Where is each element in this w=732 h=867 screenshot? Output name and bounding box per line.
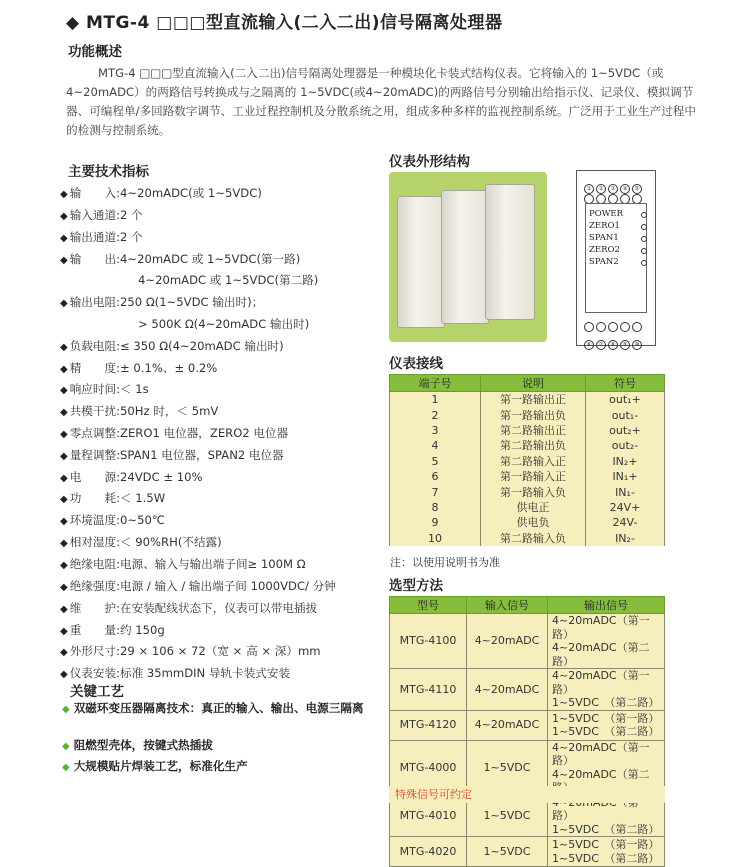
table-cell: 供电负 [481,515,586,530]
spec-value: ＜ 90%RH(不结露) [120,535,222,549]
diamond-icon: ◆ [60,451,68,462]
overview-heading: 功能概述 [68,44,122,60]
table-cell: 7 [390,484,481,499]
wiring-table [389,374,665,546]
table-row [390,423,665,438]
table-row [390,392,665,408]
table-row [390,454,665,469]
spec-value: 2 个 [120,208,143,222]
table-cell: 第一路输入正 [481,469,586,484]
table-cell: out₂+ [586,423,665,438]
table-cell: 10 [390,531,481,546]
spec-item [138,316,309,332]
table-cell: out₁+ [586,392,665,408]
selection-heading: 选型方法 [389,578,443,594]
spec-label: 输出电阻: [69,295,120,309]
spec-item [60,381,149,397]
spec-item [60,185,262,201]
table-cell: 6 [390,469,481,484]
spec-value: ZERO1 电位器，ZERO2 电位器 [120,426,289,440]
table-cell: 24V- [586,515,665,530]
diamond-icon: ◆ [60,473,68,484]
spec-label: 绝缘强度: [69,579,120,593]
spec-item [60,622,165,638]
output-cell [548,614,665,669]
spec-label: 维 护: [69,601,120,615]
column-header: 输出信号 [548,597,665,614]
output-line: 1~5VDC （第二路） [552,822,660,836]
product-photo [389,172,547,342]
key-process-heading: 关键工艺 [70,684,124,700]
indicator-dot [641,260,647,266]
key-process-text: 大规模贴片焊装工艺，标准化生产 [73,759,248,773]
spec-label: 输 出: [69,252,120,266]
indicator-dot [641,212,647,218]
diagram-label: SPAN1 [589,233,619,243]
green-diamond-icon: ◆ [62,704,70,715]
specs-heading: 主要技术指标 [68,164,149,180]
terminal-number: ⑤ [632,184,642,194]
table-cell: IN₂+ [586,454,665,469]
table-cell: 第二路输入正 [481,454,586,469]
input-cell: 4~20mADC [467,614,548,669]
diamond-icon: ◆ [60,560,68,571]
spec-label: 仪表安装: [69,666,120,680]
table-cell: 第一路输出负 [481,407,586,422]
module-image [485,184,535,320]
terminal-number: ④ [620,184,630,194]
input-cell: 1~5VDC [467,837,548,867]
diamond-icon: ◆ [60,647,68,658]
terminal-number: ⑨ [620,340,630,350]
spec-item [60,665,290,681]
spec-label: 输 入: [69,186,120,200]
diagram-label: ZERO2 [589,245,620,255]
diamond-icon: ◆ [60,189,68,200]
spec-item [60,512,165,528]
spec-value: 29 × 106 × 72（宽 × 高 × 深）mm [120,644,321,658]
page-title: ◆ MTG-4 □□□型直流输入(二入二出)信号隔离处理器 [66,13,503,33]
output-line: 4~20mADC（第二 [552,767,650,781]
spec-label: 零点调整: [69,426,120,440]
spec-item [60,490,165,506]
table-cell: 2 [390,407,481,422]
diamond-icon: ◆ [60,342,68,353]
output-cell [548,710,665,740]
output-line: 1~5VDC （第二路） [552,725,660,738]
spec-label: 负载电阻: [69,339,120,353]
spec-value: 4~20mADC(或 1~5VDC) [120,186,262,200]
spec-label: 响应时间: [69,382,120,396]
selection-table [389,596,665,867]
column-header: 符号 [586,375,665,392]
table-cell: 第二路输入负 [481,531,586,546]
spec-value: 电源、输入与输出端子间≥ 100M Ω [120,557,306,571]
table-row [390,710,665,740]
table-row [390,469,665,484]
indicator-dot [641,236,647,242]
output-line: 4~20mADC（第二路） [552,641,650,668]
column-header: 端子号 [390,375,481,392]
spec-value: 2 个 [120,230,143,244]
structure-heading: 仪表外形结构 [389,154,470,170]
diamond-icon: ◆ [60,626,68,637]
model-cell: MTG-4120 [390,710,467,740]
spec-item [60,251,300,267]
diamond-icon: ◆ [60,385,68,396]
spec-label: 输入通道: [69,208,120,222]
table-cell: 9 [390,515,481,530]
spec-label: 功 耗: [69,491,120,505]
spec-label: 环境温度: [69,513,120,527]
spec-value: 0~50℃ [120,513,165,527]
spec-item [60,294,263,310]
terminal-number: ⑥ [584,340,594,350]
table-cell: 5 [390,454,481,469]
diagram-label: SPAN2 [589,257,619,267]
spec-item [138,272,318,288]
spec-item [60,207,143,223]
page-title-text: MTG-4 □□□型直流输入(二入二出)信号隔离处理器 [86,13,503,33]
table-cell: 8 [390,500,481,515]
output-line: 4~20mADC（第一路） [552,614,650,641]
spec-value: ± 0.1%、± 0.2% [120,361,218,375]
key-process-item [62,758,248,774]
spec-label: 电 源: [69,470,120,484]
diamond-icon: ◆ [60,298,68,309]
terminal-number: ② [596,184,606,194]
spec-label: 输出通道: [69,230,120,244]
spec-value: 在安装配线状态下，仪表可以带电插拔 [120,601,318,615]
table-cell: IN₁- [586,484,665,499]
output-line: 4~20mADC（第一路） [552,740,650,767]
output-line: 1~5VDC （第二路） [552,851,660,865]
spec-value: 电源 / 输入 / 输出端子间 1000VDC/ 分钟 [120,579,336,593]
column-header: 型号 [390,597,467,614]
spec-item [60,578,336,594]
diagram-label: ZERO1 [589,221,620,231]
table-cell: 第一路输入负 [481,484,586,499]
terminal-number: ⑧ [608,340,618,350]
table-row [390,407,665,422]
spec-value: 4~20mADC 或 1~5VDC(第二路) [138,273,319,287]
wiring-note: 注：以使用说明书为准 [390,556,500,569]
diamond-icon: ◆ [60,669,68,680]
key-process-item [62,700,364,716]
spec-value: 标准 35mmDIN 导轨卡装式安装 [120,666,291,680]
input-cell: 4~20mADC [467,710,548,740]
spec-item [60,447,284,463]
bottom-terminals [583,331,643,350]
spec-value: 约 150g [120,623,165,637]
model-cell: MTG-4010 [390,795,467,837]
model-cell: MTG-4100 [390,614,467,669]
spec-label: 外形尺寸: [69,644,120,658]
spec-value: 50Hz 时，＜ 5mV [120,404,219,418]
diamond-icon: ◆ [60,255,68,266]
selection-footer: 特殊信号可约定 [389,786,665,803]
table-cell: 1 [390,392,481,408]
output-line: 1~5VDC （第一路） [552,838,660,851]
diamond-icon: ◆ [60,516,68,527]
input-cell: 4~20mADC [467,669,548,711]
terminal-diagram [576,170,656,346]
spec-value: 4~20mADC 或 1~5VDC(第一路) [120,252,301,266]
table-row [390,500,665,515]
table-row [390,484,665,499]
spec-item [60,338,284,354]
column-header: 说明 [481,375,586,392]
table-row [390,614,665,669]
key-process-text: 阻燃型壳体，按键式热插拔 [73,738,213,752]
diamond-icon: ◆ [60,407,68,418]
column-header: 输入信号 [467,597,548,614]
spec-label: 精 度: [69,361,120,375]
table-cell: 供电正 [481,500,586,515]
spec-value: ≤ 350 Ω(4~20mADC 输出时) [120,339,284,353]
spec-value: SPAN1 电位器，SPAN2 电位器 [120,448,284,462]
table-cell: 4 [390,438,481,453]
green-diamond-icon: ◆ [62,741,70,752]
model-cell: MTG-4110 [390,669,467,711]
spec-value: 24VDC ± 10% [120,470,203,484]
spec-item [60,425,288,441]
table-cell: 第二路输出正 [481,423,586,438]
table-row [390,515,665,530]
model-cell: MTG-4000 [390,740,467,795]
terminal-number: ⑦ [596,340,606,350]
diamond-icon: ◆ [60,233,68,244]
spec-label: 相对湿度: [69,535,120,549]
table-row [390,438,665,453]
indicator-dot [641,248,647,254]
table-row [390,531,665,546]
diamond-icon: ◆ [60,429,68,440]
spec-item [60,534,222,550]
key-process-item [62,737,213,753]
terminal-number: ① [584,184,594,194]
diamond-icon: ◆ [60,582,68,593]
table-cell: IN₁+ [586,469,665,484]
diamond-icon: ◆ [60,604,68,615]
spec-value: 250 Ω(1~5VDC 输出时)； [120,295,264,309]
wiring-heading: 仪表接线 [389,356,443,372]
output-line: 1~5VDC （第二路） [552,696,660,709]
spec-item [60,229,143,245]
diamond-icon: ◆ [60,538,68,549]
spec-item [60,360,217,376]
table-cell: out₂- [586,438,665,453]
diamond-icon: ◆ [60,364,68,375]
terminal-number: ③ [608,184,618,194]
spec-item [60,643,321,659]
spec-label: 绝缘电阻: [69,557,120,571]
spec-value: ＜ 1s [120,382,149,396]
module-image [441,190,489,324]
selection-header-row [390,597,665,614]
input-cell: 1~5VDC [467,795,548,837]
wiring-header-row [390,375,665,392]
table-cell: IN₂- [586,531,665,546]
green-diamond-icon: ◆ [62,762,70,773]
terminal-number: ⑩ [632,340,642,350]
key-process-text: 双磁环变压器隔离技术：真正的输入、输出、电源三隔离 [73,701,364,715]
diagram-label: POWER [589,209,624,219]
spec-label: 量程调整: [69,448,120,462]
table-row [390,669,665,711]
output-line: 路） [552,809,574,822]
model-cell: MTG-4020 [390,837,467,867]
diamond-icon: ◆ [60,494,68,505]
table-row [390,837,665,867]
diamond-icon: ◆ [60,211,68,222]
spec-item [60,600,317,616]
table-cell: 第一路输出正 [481,392,586,408]
spec-label: 共模干扰: [69,404,120,418]
spec-value: > 500K Ω(4~20mADC 输出时) [138,317,310,331]
table-cell: 3 [390,423,481,438]
spec-label: 重 量: [69,623,120,637]
spec-item [60,403,218,419]
spec-value: ＜ 1.5W [120,491,166,505]
spec-item [60,556,306,572]
spec-item [60,469,203,485]
output-line: 4~20mADC（第一路） [552,669,650,696]
input-cell: 1~5VDC [467,740,548,795]
table-cell: out₁- [586,407,665,422]
overview-text: MTG-4 □□□型直流输入(二入二出)信号隔离处理器是一种模块化卡装式结构仪表。它将输入的 1~5VDC（或4~20mADC）的两路信号转换成与之隔离的 1~5VDC(或4~20mADC)的两路信号分别输出给指示仪、记录仪、模拟调节器、可编程单/多回路数字调节、工业过程控制机及分散系统之用，组成多种多样的监视控制系统。广泛用于工业生产过程中的检测与控制系统。 [66,66,696,137]
output-cell [548,837,665,867]
indicator-dot [641,224,647,230]
output-line: 1~5VDC （第一路） [552,711,660,725]
table-cell: 第二路输出负 [481,438,586,453]
output-cell [548,669,665,711]
module-image [397,196,445,328]
table-cell: 24V+ [586,500,665,515]
